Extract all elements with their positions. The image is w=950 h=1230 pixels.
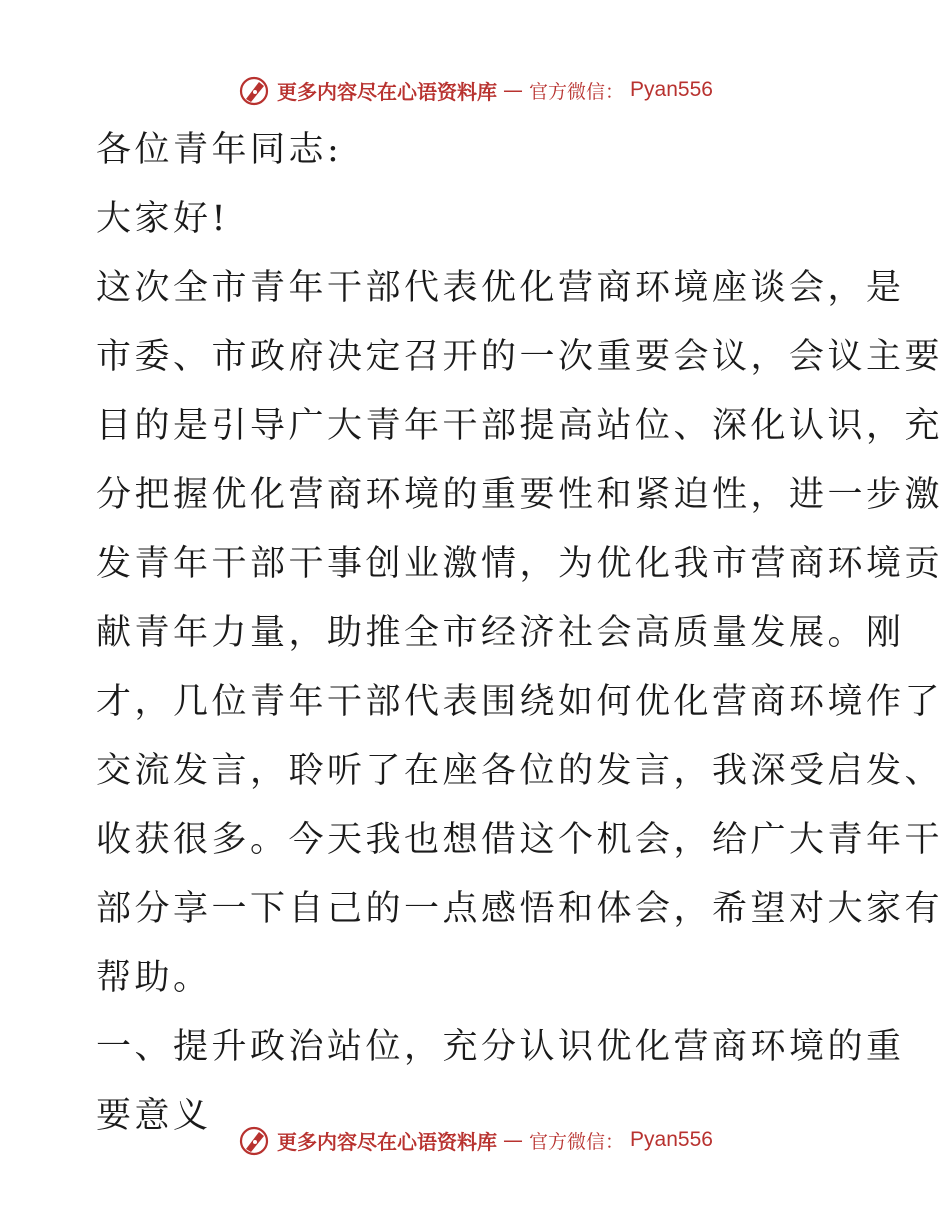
heading-line: 一、提升政治站位，充分认识优化营商环境的重 <box>96 1027 905 1067</box>
header-dash: — <box>503 78 524 102</box>
paragraph-line: 分把握优化营商环境的重要性和紧迫性，进一步激 <box>96 475 944 515</box>
header-wechat-account: Pyan556 <box>630 78 713 101</box>
footer-wechat-label: 官方微信： <box>529 1130 625 1153</box>
paragraph-line: 发青年干部干事创业激情，为优化我市营商环境贡 <box>96 544 944 584</box>
greeting: 大家好! <box>96 199 230 239</box>
paragraph-line: 收获很多。今天我也想借这个机会，给广大青年干 <box>96 820 944 860</box>
paragraph-intro <box>96 254 944 1013</box>
pen-nib-circle-icon <box>237 73 271 107</box>
document-body <box>96 116 944 1151</box>
paragraph-line: 市委、市政府决定召开的一次重要会议，会议主要 <box>96 337 944 377</box>
paragraph-line: 献青年力量，助推全市经济社会高质量发展。刚 <box>96 613 905 653</box>
paragraph-line: 交流发言，聆听了在座各位的发言，我深受启发、 <box>96 751 944 791</box>
footer-wechat-account: Pyan556 <box>630 1128 713 1151</box>
header-wechat-label: 官方微信： <box>529 80 625 103</box>
paragraph-line: 部分享一下自己的一点感悟和体会，希望对大家有 <box>96 889 944 929</box>
footer-dash: — <box>503 1128 524 1152</box>
salutation: 各位青年同志: <box>96 130 343 170</box>
header-watermark-banner <box>0 70 950 110</box>
header-promo-text: 更多内容尽在心语资料库 <box>277 79 498 104</box>
heading-line: 要意义 <box>96 1096 212 1136</box>
paragraph-line: 目的是引导广大青年干部提高站位、深化认识，充 <box>96 406 944 446</box>
paragraph-line: 这次全市青年干部代表优化营商环境座谈会，是 <box>96 268 905 308</box>
paragraph-line: 帮助。 <box>96 958 212 998</box>
footer-promo-text: 更多内容尽在心语资料库 <box>277 1129 498 1154</box>
pen-nib-circle-icon <box>237 1123 271 1157</box>
footer-watermark-banner <box>0 1120 950 1160</box>
paragraph-line: 才，几位青年干部代表围绕如何优化营商环境作了 <box>96 682 944 722</box>
